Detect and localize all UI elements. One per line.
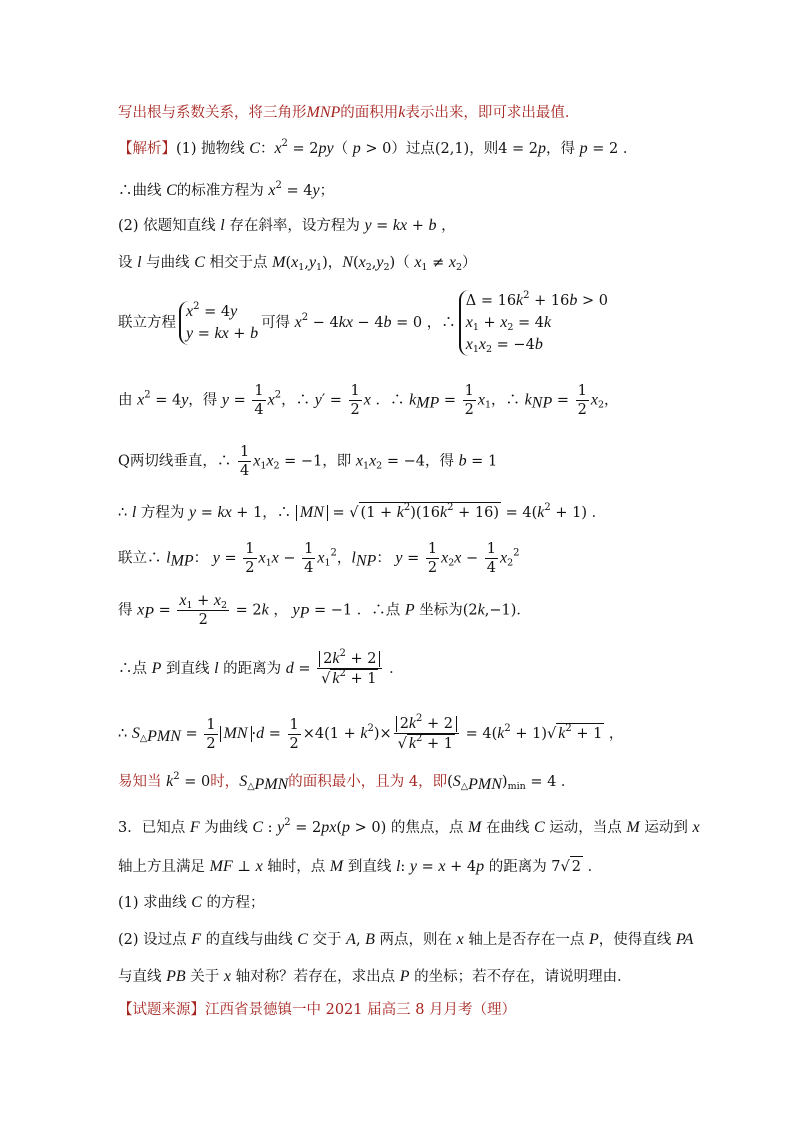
solution-line-6: 由 $x^2 = 4y$，得 y = $\frac{1}{4}$ $x^2$，∴ y′ = $\frac{1}{2}$ x ．∴ $k_{MP}$ = $\frac{1}{2}$ $x_1$，∴ $k_{NP}$ = $\frac{1}{2}$ $x_2$， bbox=[118, 383, 619, 418]
solution-line-8: ∴ l 方程为 y = kx + 1，∴ MN = √ $(1 + k^2)(16k^2 + 16) = 4(k^2 + 1)$ ． bbox=[118, 502, 607, 521]
question-source bbox=[118, 1000, 516, 1020]
source-text: 江西省景德镇一中 2021 届高三 8 月月考（理） bbox=[205, 1002, 517, 1018]
solution-line-1: 【解析】(1) 抛物线 C：$x^2 = 2py$（ p > 0）过点(2,1)，则4 = 2p，得 p = 2 ． bbox=[118, 138, 638, 157]
system-of-equations-1: $x^2 = 4y$ y = kx + b bbox=[179, 301, 258, 345]
jiexi-tag: 【解析】 bbox=[118, 141, 176, 157]
question-3-part-2-cont: 与直线 PB 关于 x 轴对称？若存在，求出点 P 的坐标；若不存在，请说明理由． bbox=[118, 968, 632, 985]
solution-line-12: ∴ $S_{\triangle PMN}$ = $\frac{1}{2}$ MN ·d = $\frac{1}{2}$ $\times 4(1 + k^2)\times$ $\frac{2k^2 + 2}{√ k^2 + 1}$ = $4(k^2 + 1)√$ $k^2 + 1$ ， bbox=[118, 713, 624, 752]
solution-line-3: (2) 依题知直线 l 存在斜率，设方程为 y = kx + b ， bbox=[118, 217, 456, 234]
solution-line-10: 得 $x_P$ = $\frac{x_1 + x_2}{2}$ = 2k ， $y_P = -1$ ．∴点 P 坐标为(2k,−1)． bbox=[118, 592, 531, 628]
question-3-line-2: 轴上方且满足 MF ⊥ x 轴时，点 M 到直线 l: y = x + 4p 的距离为 7√ 2 ． bbox=[118, 858, 603, 875]
question-3-line-1: 3．已知点 F 为曲线 C : $y^2 = 2px(p > 0)$ 的焦点，点 M 在曲线 C 运动，当点 M 运动到 x bbox=[118, 817, 700, 836]
system-of-equations-2: $\Delta = 16k^2 + 16b > 0$ $x_1 + x_2 = 4k$ $x_1x_2 = -4b$ bbox=[459, 290, 608, 356]
solution-conclusion: 易知当 $k^2 = 0$时，$S_{\triangle PMN}$的面积最小，且为 4，即$(S_{\triangle PMN})_{min} = 4$ ． bbox=[118, 771, 576, 793]
solution-line-4: 设 l 与曲线 C 相交于点 $M(x_1,y_1)$，$N(x_2,y_2)$（ $x_1 \ne x_2$） bbox=[118, 254, 477, 273]
source-tag: 【试题来源】 bbox=[118, 1002, 205, 1018]
question-3-part-1: (1) 求曲线 C 的方程； bbox=[118, 894, 265, 911]
solution-line-9: 联立∴ $l_{MP}$： y = $\frac{1}{2}$ $x_1x$ − $\frac{1}{4}$ $x_1^2$，$l_{NP}$： y = $\frac{1}{2}$ $x_2x$ − $\frac{1}{4}$ $x_2^2$ bbox=[118, 541, 520, 576]
solution-line-5: 联立方程 $x^2 = 4y$ y = kx + b 可得 $x^2 - 4kx - 4b = 0$ ，∴ $\Delta = 16k^2 + 16b > 0$ $x_1 + x_2 = 4k$ $x_1x_2 = -4b$ bbox=[118, 290, 608, 355]
solution-line-11: ∴点 P 到直线 l 的距离为 d = $\frac{2k^2 + 2}{√ k^2 + 1}$ ． bbox=[118, 648, 404, 687]
question-3-part-2: (2) 设过点 F 的直线与曲线 C 交于 A, B 两点，则在 x 轴上是否存在一点 P，使得直线 PA bbox=[118, 931, 694, 948]
solution-line-2: ∴曲线 C的标准方程为 $x^2 = 4y$； bbox=[118, 180, 335, 199]
intro-line: 写出根与系数关系，将三角形MNP的面积用k表示出来，即可求出最值． bbox=[118, 104, 580, 121]
solution-line-7: Q两切线垂直，∴ $\frac{1}{4}$ $x_1x_2 = -1$，即 $x_1x_2 = -4$，得 b = 1 bbox=[118, 444, 498, 479]
